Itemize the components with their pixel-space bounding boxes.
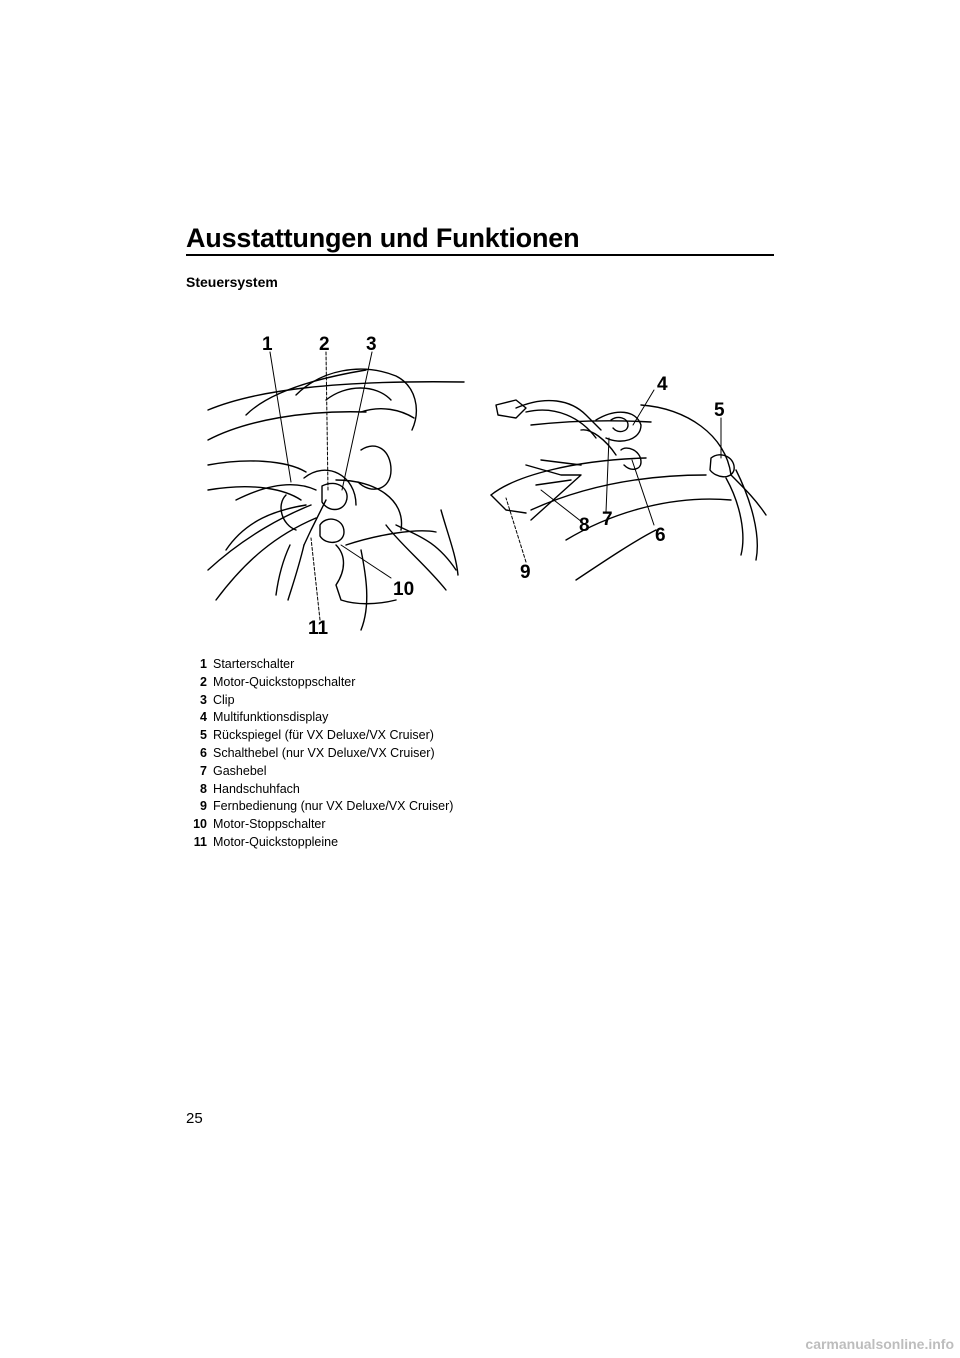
legend-text: Handschuhfach bbox=[213, 781, 300, 796]
legend-number: 8 bbox=[200, 781, 207, 796]
legend-number: 11 bbox=[193, 834, 207, 849]
watermark: carmanualsonline.info bbox=[805, 1336, 954, 1352]
legend-number: 9 bbox=[200, 799, 207, 814]
legend-number: 2 bbox=[200, 674, 207, 689]
legend-number: 4 bbox=[200, 710, 207, 725]
callout-3: 3 bbox=[366, 334, 377, 355]
legend-item bbox=[186, 656, 453, 674]
legend-text: Motor-Quickstoppschalter bbox=[213, 674, 356, 689]
callout-9: 9 bbox=[520, 562, 531, 583]
legend-item bbox=[186, 834, 453, 852]
legend-text: Motor-Stoppschalter bbox=[213, 817, 326, 832]
callout-11: 11 bbox=[308, 618, 329, 639]
legend-text: Fernbedienung (nur VX Deluxe/VX Cruiser) bbox=[213, 799, 454, 814]
legend-item bbox=[186, 692, 453, 710]
callout-1: 1 bbox=[262, 334, 273, 355]
legend-number: 6 bbox=[200, 745, 207, 760]
callout-5: 5 bbox=[714, 400, 725, 421]
legend-item bbox=[186, 763, 453, 781]
callout-7: 7 bbox=[602, 509, 613, 530]
callout-8: 8 bbox=[579, 515, 590, 536]
legend-text: Rückspiegel (für VX Deluxe/VX Cruiser) bbox=[213, 728, 434, 743]
page-title: Ausstattungen und Funktionen bbox=[186, 223, 580, 253]
title-rule bbox=[186, 254, 774, 256]
legend-item bbox=[186, 727, 453, 745]
callout-2: 2 bbox=[319, 334, 330, 355]
steering-system-illustration bbox=[186, 300, 786, 645]
section-heading: Steuersystem bbox=[186, 274, 278, 290]
legend-number: 3 bbox=[200, 692, 207, 707]
legend-item bbox=[186, 709, 453, 727]
legend-number: 10 bbox=[193, 817, 207, 832]
legend-text: Starterschalter bbox=[213, 657, 295, 671]
legend-text: Schalthebel (nur VX Deluxe/VX Cruiser) bbox=[213, 745, 435, 760]
callout-10: 10 bbox=[393, 579, 415, 600]
legend-item bbox=[186, 781, 453, 799]
legend-number: 7 bbox=[200, 763, 207, 778]
legend-item bbox=[186, 798, 453, 816]
dashboard-drawing bbox=[491, 400, 766, 580]
handlebar-closeup-drawing bbox=[208, 369, 464, 630]
legend-item bbox=[186, 674, 453, 692]
legend-number: 1 bbox=[200, 657, 207, 671]
legend-text: Multifunktionsdisplay bbox=[213, 710, 329, 725]
legend-item bbox=[186, 745, 453, 763]
legend-text: Gashebel bbox=[213, 763, 267, 778]
callout-4: 4 bbox=[657, 374, 668, 395]
legend-text: Motor-Quickstoppleine bbox=[213, 834, 339, 849]
legend-number: 5 bbox=[200, 728, 207, 743]
legend-text: Clip bbox=[213, 692, 235, 707]
legend-list bbox=[186, 656, 453, 852]
legend-item bbox=[186, 816, 453, 834]
callout-6: 6 bbox=[655, 525, 666, 546]
page-number: 25 bbox=[186, 1110, 203, 1127]
